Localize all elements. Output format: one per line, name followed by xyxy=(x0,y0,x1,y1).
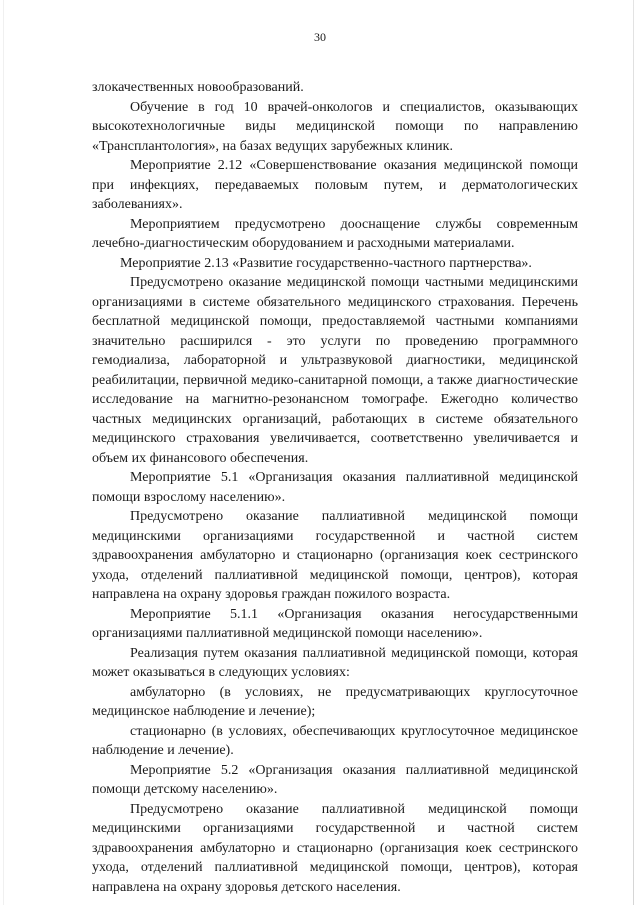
paragraph-private-care: Предусмотрено оказание медицинской помощи частными медицинскими организациями в системе обязательного медицинского страхования. Перечень бесплатной медицинской помощи, предоставляемой частными компаниями значительно расширился - это услуги по проведению программного гемодиализа, лабораторной и ультразвуковой диагностики, медицинской реабилитации, первичной медико-санитарной помощи, а также диагностические исследование на магнитно-резонансном томографе. Ежегодно количество частных медицинских организаций, работающих в системе обязательного медицинского страхования увеличивается, соответственно увеличивается и объем их финансового обеспечения. xyxy=(92,275,578,466)
scan-edge-right xyxy=(633,0,634,905)
paragraph-measure-5-2: Мероприятие 5.2 «Организация оказания паллиативной медицинской помощи детскому населению». xyxy=(92,762,578,797)
document-body xyxy=(92,78,578,897)
paragraph-inpatient: стационарно (в условиях, обеспечивающих круглосуточное медицинское наблюдение и лечение). xyxy=(92,723,578,758)
paragraph-palliative-children: Предусмотрено оказание паллиативной медицинской помощи медицинскими организациями государственной и частной систем здравоохранения амбулаторно и стационарно (организация коек сестринского ухода, отделений паллиативной медицинской помощи, центров), которая направлена на охрану здоровья детского населения. xyxy=(92,801,578,895)
paragraph-measure-5-1: Мероприятие 5.1 «Организация оказания паллиативной медицинской помощи взрослому населению». xyxy=(92,470,578,505)
scan-edge-left xyxy=(3,0,4,905)
paragraph-continuation: злокачественных новообразований. xyxy=(92,80,304,95)
paragraph-training: Обучение в год 10 врачей-онкологов и специалистов, оказывающих высокотехнологичные виды медицинской помощи по направлению «Трансплантология», на базах ведущих зарубежных клиник. xyxy=(92,99,578,154)
paragraph-measure-2-13: Мероприятие 2.13 «Развитие государственно-частного партнерства». xyxy=(120,255,532,271)
paragraph-palliative-adults: Предусмотрено оказание паллиативной медицинской помощи медицинскими организациями государственной и частной систем здравоохранения амбулаторно и стационарно (организация коек сестринского ухода, отделений паллиативной медицинской помощи, центров), которая направлена на охрану здоровья граждан пожилого возраста. xyxy=(92,509,578,602)
page-number: 30 xyxy=(314,30,326,44)
paragraph-implementation: Реализация путем оказания паллиативной медицинской помощи, которая может оказываться в следующих условиях: xyxy=(92,645,578,680)
paragraph-measure-2-12: Мероприятие 2.12 «Совершенствование оказания медицинской помощи при инфекциях, передаваемых половым путем, и дерматологических заболеваниях». xyxy=(92,158,578,212)
paragraph-outpatient: амбулаторно (в условиях, не предусматривающих круглосуточное медицинское наблюдение и лечение); xyxy=(92,684,578,719)
paragraph-measure-5-1-1: Мероприятие 5.1.1 «Организация оказания негосударственными организациями паллиативной медицинской помощи населению». xyxy=(92,606,578,641)
paragraph-equipment: Мероприятием предусмотрено дооснащение службы современным лечебно-диагностическим оборудованием и расходными материалами. xyxy=(92,216,578,251)
